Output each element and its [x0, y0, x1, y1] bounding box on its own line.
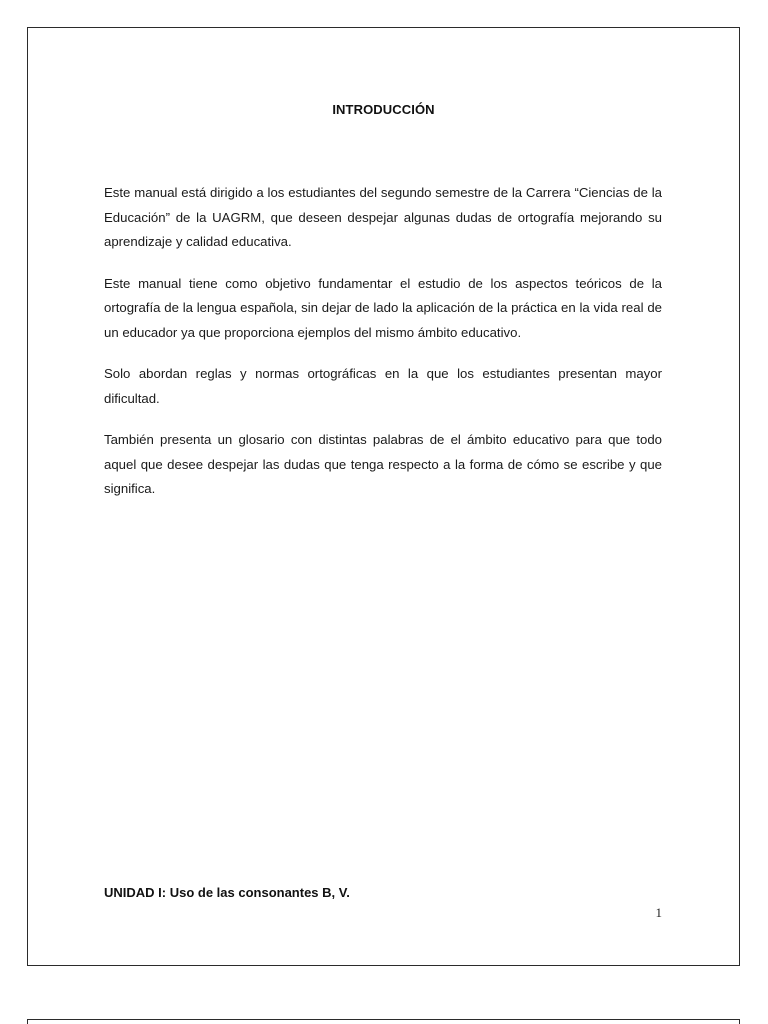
paragraph-3: Solo abordan reglas y normas ortográficas en la que los estudiantes presentan mayor dificultad.	[104, 366, 662, 406]
paragraph-4: También presenta un glosario con distintas palabras de el ámbito educativo para que todo aquel que desee despejar las dudas que tenga respecto a la forma de cómo se escribe y que significa.	[104, 432, 662, 496]
paragraph-1: Este manual está dirigido a los estudiantes del segundo semestre de la Carrera “Ciencias de la Educación” de la UAGRM, que deseen despejar algunas dudas de ortografía mejorando su aprendizaje y calidad educativa.	[104, 185, 662, 249]
body-text	[104, 181, 662, 519]
paragraph-2: Este manual tiene como objetivo fundamentar el estudio de los aspectos teóricos de la ortografía de la lengua española, sin dejar de lado la aplicación de la práctica en la vida real de un educador ya que proporciona ejemplos del mismo ámbito educativo.	[104, 275, 662, 340]
unit-heading: UNIDAD I: Uso de las consonantes B, V.	[104, 885, 350, 900]
page-title: INTRODUCCIÓN	[332, 102, 435, 117]
document-page	[27, 27, 740, 966]
page-number: 1	[655, 905, 662, 920]
next-page-edge	[27, 1019, 740, 1024]
